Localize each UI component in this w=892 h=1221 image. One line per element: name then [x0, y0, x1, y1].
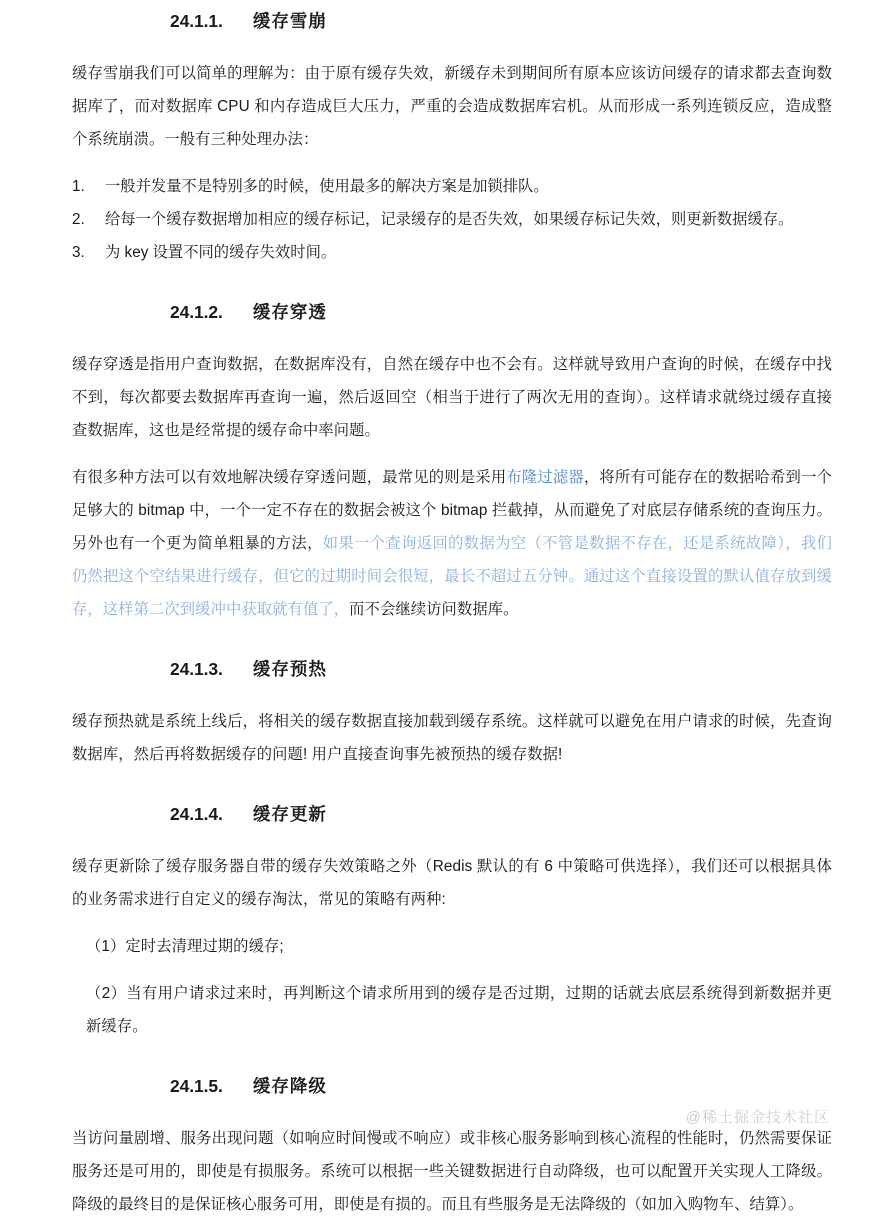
heading-title: 缓存更新 — [252, 804, 327, 824]
paragraph-cache-penetration-1: 缓存穿透是指用户查询数据，在数据库没有，自然在缓存中也不会有。这样就导致用户查询的时候，在缓存中找不到，每次都要去数据库再查询一遍，然后返回空（相当于进行了两次无用的查询）。这样请求就绕过缓存直接查数据库，这也是经常提的缓存命中率问题。 — [72, 356, 832, 439]
list-item-text: 为 key 设置不同的缓存失效时间。 — [105, 244, 337, 261]
list-item-text: 给每一个缓存数据增加相应的缓存标记，记录缓存的是否失效，如果缓存标记失效，则更新数据缓存。 — [105, 211, 794, 228]
heading-24-1-5 — [72, 1073, 832, 1098]
heading-title: 缓存降级 — [252, 1076, 327, 1096]
cache-update-item-1: （1）定时去清理过期的缓存; — [86, 938, 284, 955]
paragraph-text-part: ，将所有可能存在的数据哈希到一个足够大的 bitmap 中，一个一定不存在的数据会被这个 bitmap 拦截掉，从而避免了对底层存储系统的查询压力。另外也有一个更为简单粗暴的方法， — [72, 469, 832, 552]
heading-24-1-4 — [72, 801, 832, 826]
paragraph-cache-warmup: 缓存预热就是系统上线后，将相关的缓存数据直接加载到缓存系统。这样就可以避免在用户请求的时候，先查询数据库，然后再将数据缓存的问题! 用户直接查询事先被预热的缓存数据! — [72, 713, 832, 763]
paragraph-cache-penetration-2 — [72, 461, 832, 626]
highlighted-text: 如果一个查询返回的数据为空（不管是数据不存在，还是系统故障），我们仍然把这个空结果进行缓存，但它的过期时间会很短，最长不超过五分钟。通过这个直接设置的默认值存放到缓存，这样第二次到缓冲中获取就有值了， — [72, 535, 832, 618]
heading-number: 24.1.5. — [170, 1076, 223, 1096]
list-marker: 1. — [72, 178, 85, 195]
site-watermark: @稀土掘金技术社区 — [685, 1109, 830, 1126]
heading-title: 缓存穿透 — [252, 302, 327, 322]
heading-number: 24.1.2. — [170, 302, 223, 322]
cache-update-item-2: （2）当有用户请求过来时，再判断这个请求所用到的缓存是否过期，过期的话就去底层系统得到新数据并更新缓存。 — [86, 985, 832, 1035]
heading-24-1-3 — [72, 656, 832, 681]
heading-24-1-2 — [72, 299, 832, 324]
list-item — [72, 236, 832, 269]
paragraph-cache-degradation: 当访问量剧增、服务出现问题（如响应时间慢或不响应）或非核心服务影响到核心流程的性能时，仍然需要保证服务还是可用的，即使是有损服务。系统可以根据一些关键数据进行自动降级，也可以配置开关实现人工降级。降级的最终目的是保证核心服务可用，即使是有损的。而且有些服务是无法降级的（如加入购物车、结算）。 — [72, 1130, 832, 1213]
list-avalanche-solutions — [72, 170, 832, 269]
heading-number: 24.1.3. — [170, 659, 223, 679]
heading-number: 24.1.4. — [170, 804, 223, 824]
heading-title: 缓存雪崩 — [252, 11, 327, 31]
list-item-text: 一般并发量不是特别多的时候，使用最多的解决方案是加锁排队。 — [105, 178, 549, 195]
heading-number: 24.1.1. — [170, 11, 223, 31]
list-item — [72, 170, 832, 203]
list-marker: 3. — [72, 244, 85, 261]
list-marker: 2. — [72, 211, 85, 228]
heading-title: 缓存预热 — [252, 659, 327, 679]
paragraph-cache-avalanche: 缓存雪崩我们可以简单的理解为：由于原有缓存失效，新缓存未到期间所有原本应该访问缓存的请求都去查询数据库了，而对数据库 CPU 和内存造成巨大压力，严重的会造成数据库宕机。从而形成一系列连锁反应，造成整个系统崩溃。一般有三种处理办法： — [72, 65, 832, 148]
paragraph-cache-update: 缓存更新除了缓存服务器自带的缓存失效策略之外（Redis 默认的有 6 中策略可供选择），我们还可以根据具体的业务需求进行自定义的缓存淘汰，常见的策略有两种: — [72, 858, 832, 908]
heading-24-1-1 — [72, 8, 832, 33]
bloom-filter-link[interactable]: 布隆过滤器 — [506, 469, 584, 486]
paragraph-text-part: 有很多种方法可以有效地解决缓存穿透问题，最常见的则是采用 — [72, 469, 507, 486]
list-item — [72, 203, 832, 236]
paragraph-text-part: 而不会继续访问数据库。 — [349, 601, 519, 618]
